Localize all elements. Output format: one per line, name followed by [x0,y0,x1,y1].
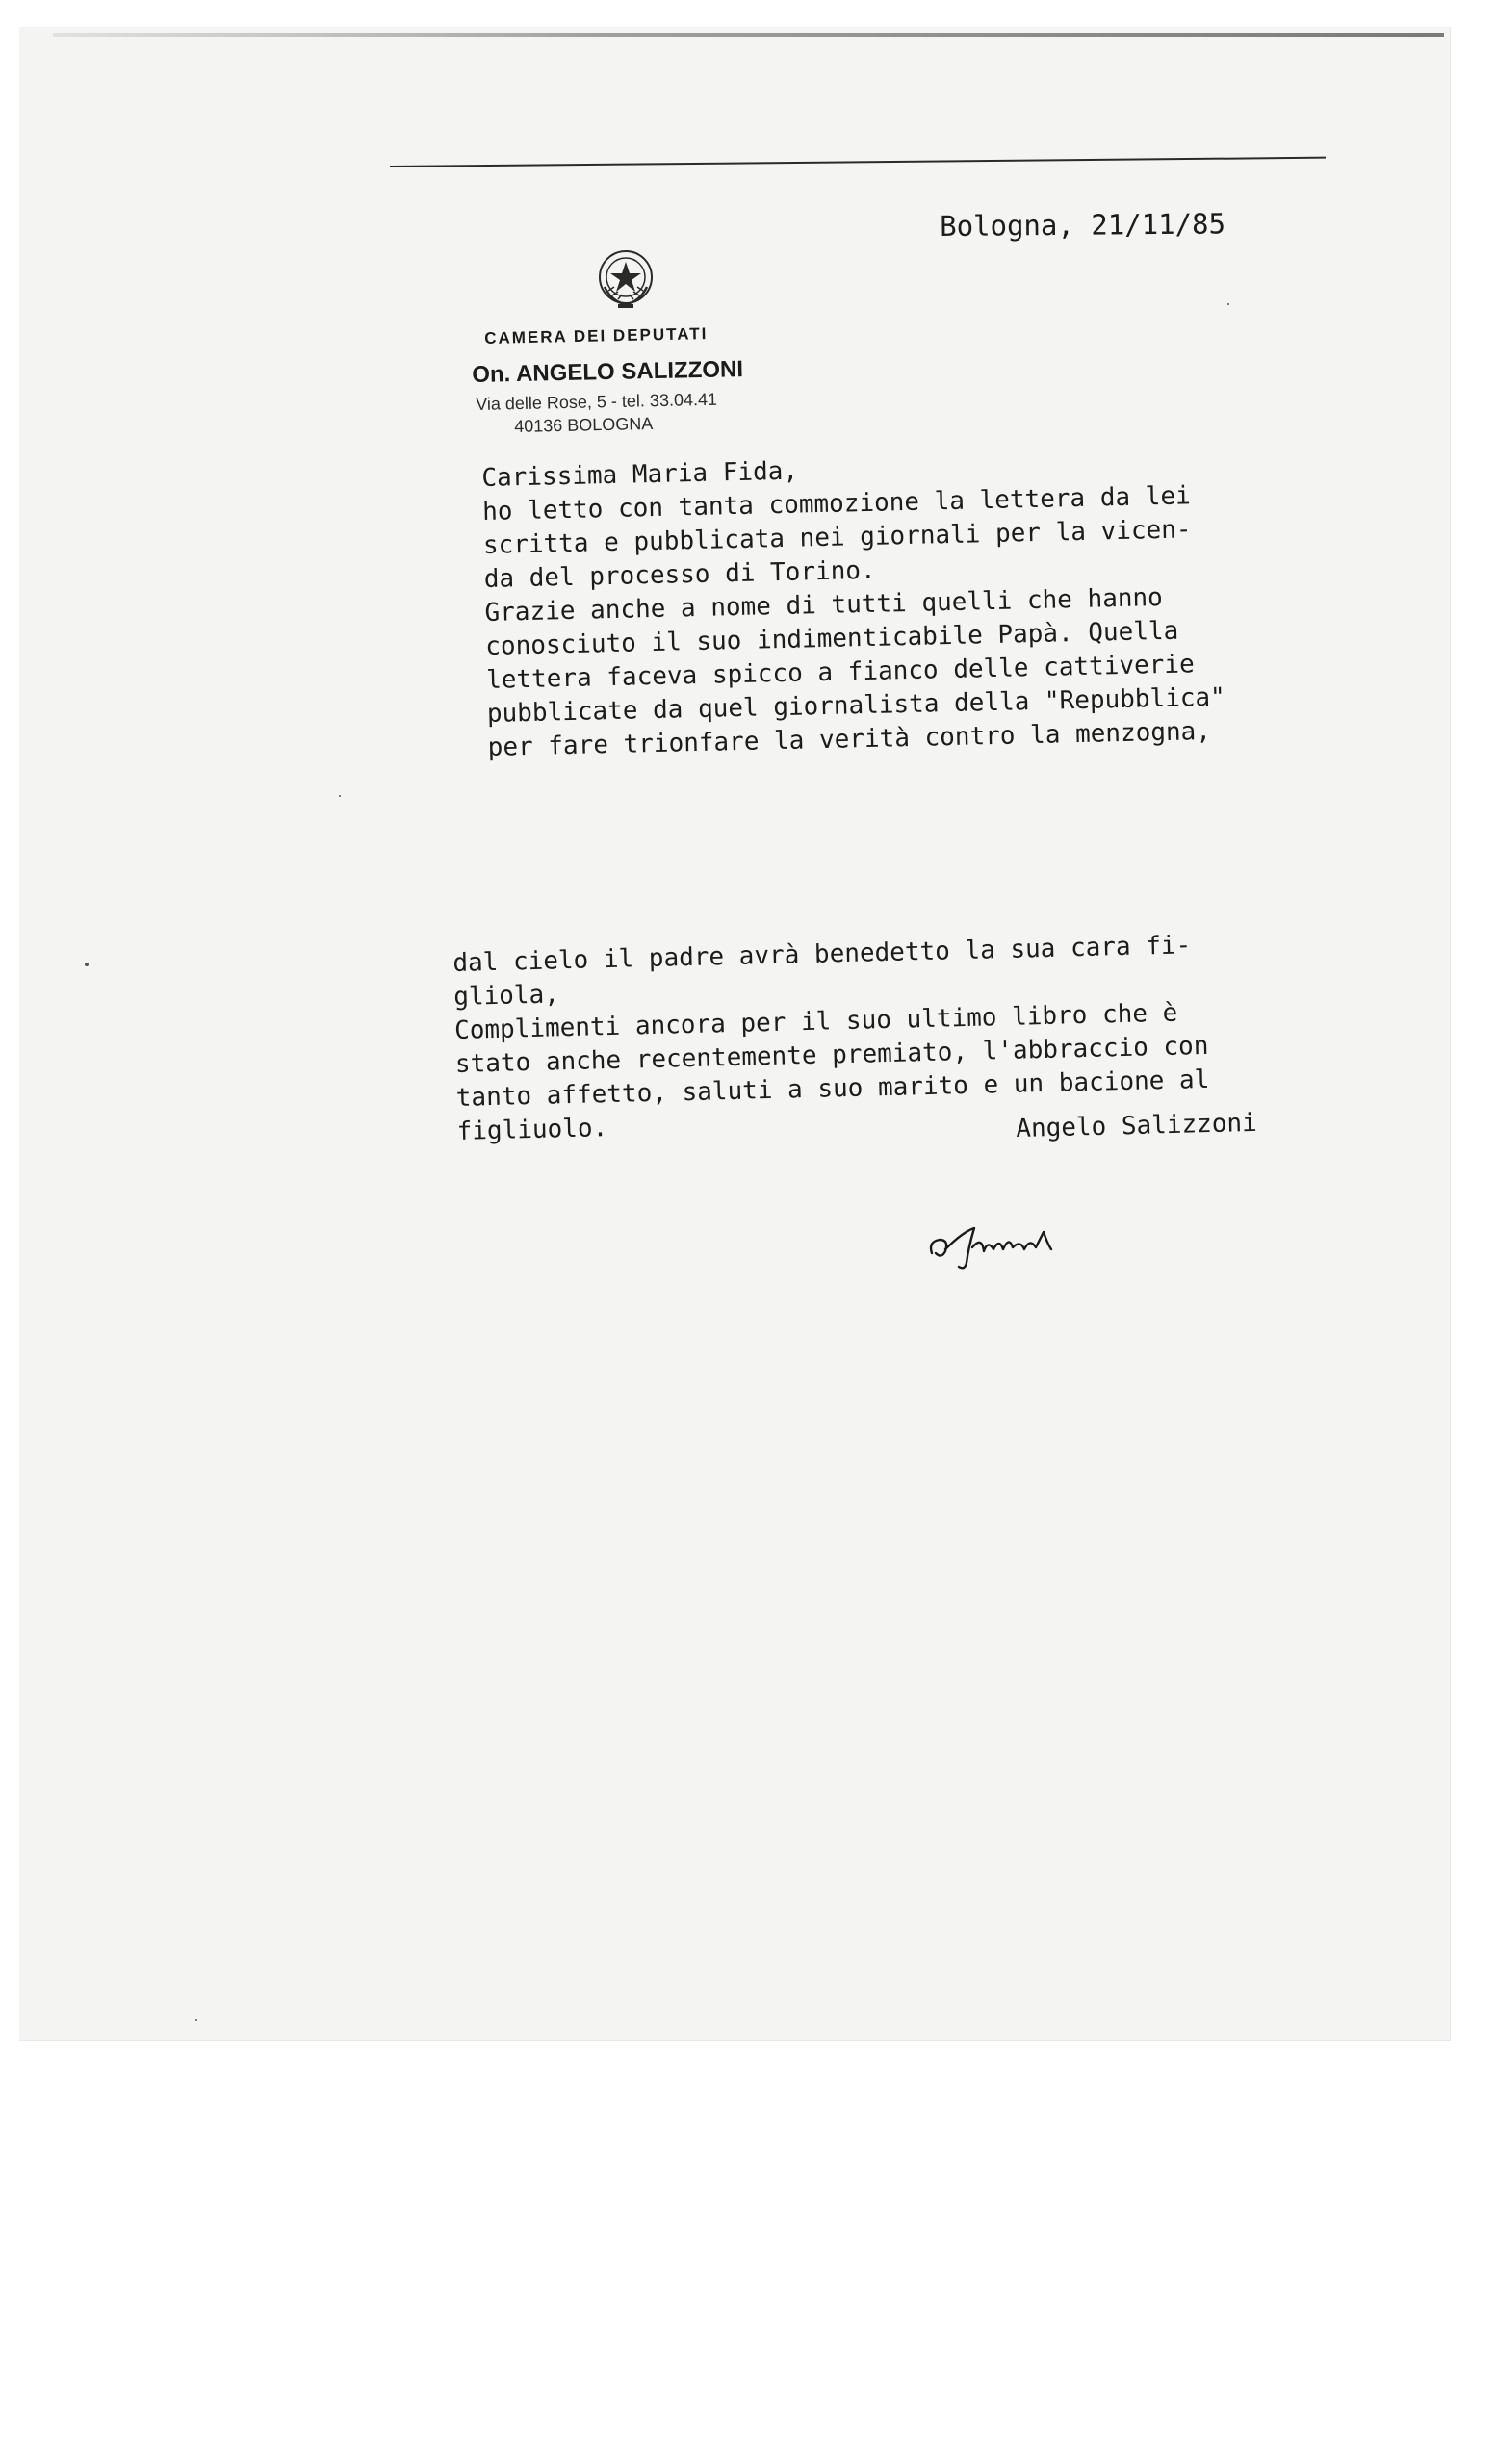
letterhead-name: On. ANGELO SALIZZONI [472,356,744,388]
letter-body-first: Carissima Maria Fida, ho letto con tanta commozione la lettera da lei scritta e pubblicata nei giornali per la vicen- da del processo di Torino. Grazie anche a nome di tutti quelli che hanno conosciuto il suo indimenticabile Papà. Quella lettera faceva spicco a fianco delle cattiverie pubblicate da quel giornalista della "Repubblica" per fare trionfare la verità contro la menzogna, [481,456,1226,762]
scan-top-edge [53,33,1444,37]
republic-emblem-icon [593,244,658,314]
letterhead-city: 40136 BOLOGNA [514,413,654,436]
letterhead-chamber: CAMERA DEI DEPUTATI [484,324,709,347]
scan-speck [85,962,89,966]
handwritten-signature [924,1215,1097,1272]
scan-speck [1227,303,1229,305]
scan-speck [195,2019,197,2021]
letterhead-address: Via delle Rose, 5 - tel. 33.04.41 [476,389,718,414]
letter-date: Bologna, 21/11/85 [940,207,1226,243]
scan-speck [339,795,341,797]
printed-signature: Angelo Salizzoni [1016,1108,1258,1143]
letter-body-second: dal cielo il padre avrà benedetto la sua cara fi- gliola, Complimenti ancora per il suo ultimo libro che è stato anche recentemente premiato, l'abbraccio con tanto affetto, saluti a suo marito e un bacione al figliuolo. [452,931,1210,1146]
